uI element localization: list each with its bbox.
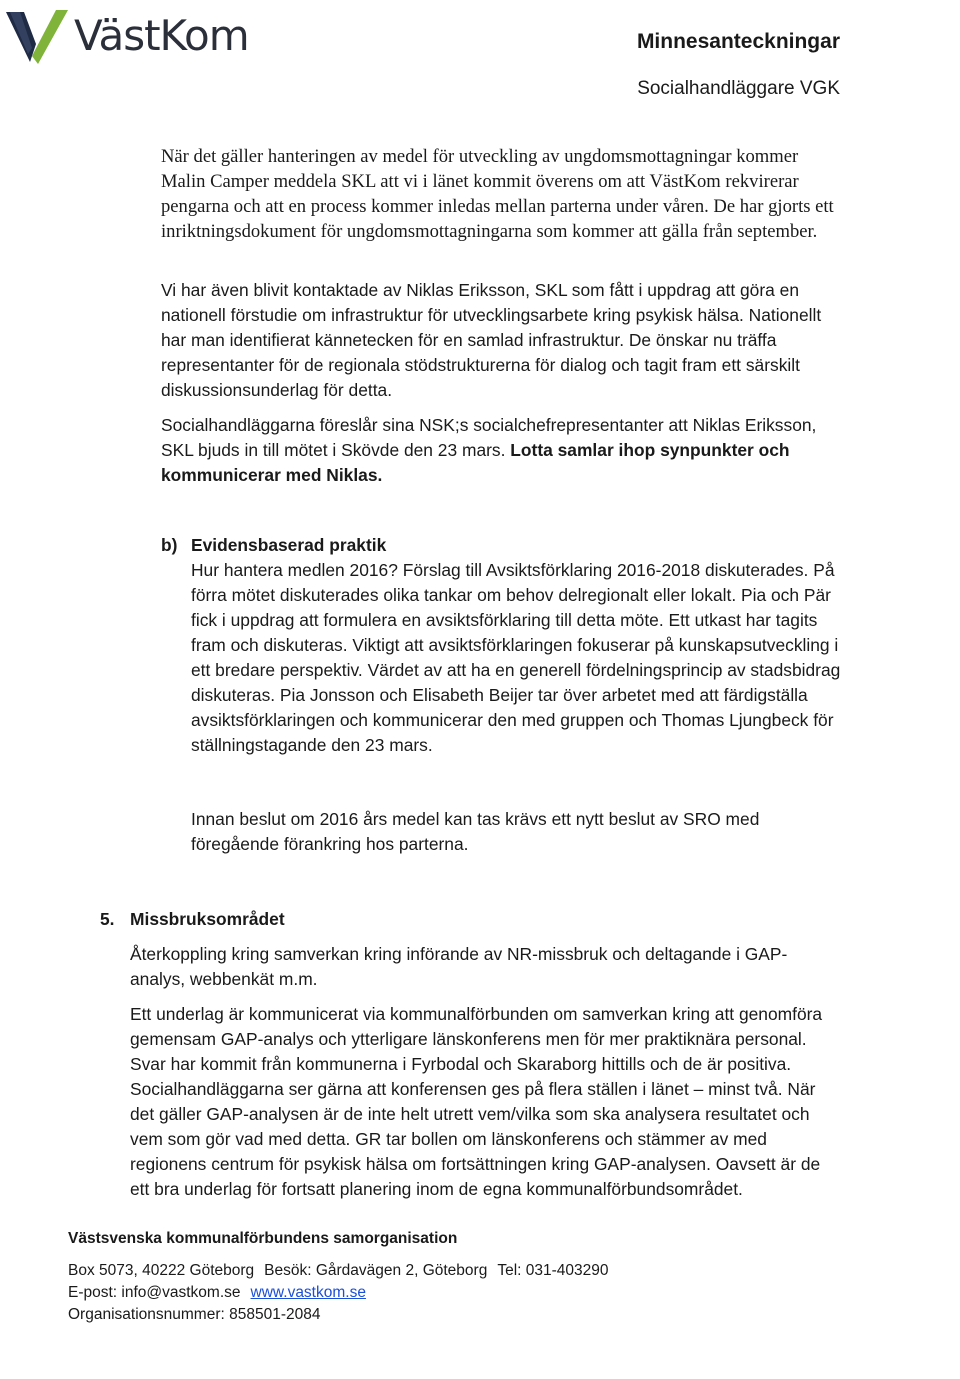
footer-orgnr: Organisationsnummer: 858501-2084 — [68, 1306, 321, 1323]
section-5-number: 5. — [100, 909, 115, 929]
document-subtitle: Socialhandläggare VGK — [637, 78, 840, 99]
section-5-paragraph-2: Ett underlag är kommunicerat via kommunalförbunden om samverkan kring att genomföra gemensam GAP-analys och ytterligare länskonferens men för mer praktiknära personal. Svar har kommit från kommunerna i Fyrbodal och Skaraborg hittills och de är positiva. Socialhandläggarna ser gärna att konferensen ges på flera ställen i länet – minst två. När det gäller GAP-analysen är de inte helt utrett vem/vilka som ska analysera resultatet och vem som gör vad med detta. GR tar bollen om länskonferens och stämmer av med regionens centrum för psykisk hälsa om fortsättningen kring GAP-analysen. Oavsett är de ett bra underlag för fortsatt planering inom de egna kommunalförbundsområdet. — [130, 1004, 823, 1199]
paragraph-ungdomsmottagningar: När det gäller hanteringen av medel för utveckling av ungdomsmottagningar kommer Malin Camper meddela SKL att vi i länet kommit överens om att VästKom rekvirerar pengarna och att en process kommer inledas mellan parterna under våren. De har gjorts ett inriktningsdokument för ungdomsmottagningarna som kommer att gälla från september. — [161, 146, 834, 242]
section-b-marker: b) — [161, 535, 178, 555]
footer-web-line — [68, 1282, 366, 1304]
section-b-title: Evidensbaserad praktik — [191, 535, 387, 555]
paragraph-niklas-eriksson: Vi har även blivit kontaktade av Niklas Eriksson, SKL som fått i uppdrag att göra en nationell förstudie om infrastruktur för utvecklingsarbete kring psykisk hälsa. Nationellt har man identifierat kännetecken för en samlad infrastruktur. De önskar nu träffa representanter för de regionala stödstrukturerna för dialog och tagit fram ett särskilt diskussionsunderlag för detta. — [161, 280, 822, 400]
section-b-paragraph-1: Hur hantera medlen 2016? Förslag till Avsiktsförklaring 2016-2018 diskuterades. På förra mötet diskuterades olika tankar om behov delregionalt eller lokalt. Pia och Pär fick i uppdrag att formulera en avsiktsförklaring till detta möte. Ett utkast har tagits fram och diskuteras. Viktigt att avsiktsförklaringen fokuserar på kunskapsutveckling i ett bredare perspektiv. Värdet av att ha en generell fördelningsprincip av stadsbidrag diskuteras. Pia Jonsson och Elisabeth Beijer tar över arbetet med att färdigställa avsiktsförklaringen och kommunicerar den med gruppen och Thomas Ljungbeck för ställningstagande den 23 mars. — [191, 560, 841, 755]
footer-email: E-post: info@vastkom.se — [68, 1284, 241, 1301]
footer-website-link[interactable]: www.vastkom.se — [250, 1284, 366, 1301]
section-5-paragraph-1: Återkoppling kring samverkan kring införande av NR-missbruk och deltagande i GAP-analys, webbenkät m.m. — [130, 944, 788, 989]
footer-visit-address: Besök: Gårdavägen 2, Göteborg — [264, 1262, 488, 1279]
footer-organisation: Västsvenska kommunalförbundens samorganisation — [68, 1230, 458, 1247]
vastkom-logo-mark-icon — [2, 4, 72, 66]
footer-contact-line — [68, 1260, 609, 1282]
vastkom-logo — [2, 4, 272, 66]
section-b-paragraph-2: Innan beslut om 2016 års medel kan tas krävs ett nytt beslut av SRO med föregående förankring hos parterna. — [191, 809, 760, 854]
footer-address: Box 5073, 40222 Göteborg — [68, 1262, 255, 1279]
section-5-title: Missbruksområdet — [130, 909, 285, 929]
paragraph-text: Socialhandläggarna föreslår sina NSK;s socialchefrepresentanter att Niklas Eriksson, SKL bjuds in till mötet i Skövde den 23 mars. — [161, 415, 817, 460]
paragraph-socialhandlaggarna-forslag — [161, 413, 841, 488]
document-title: Minnesanteckningar — [636, 30, 840, 53]
logo-wordmark: VästKom — [74, 11, 249, 60]
footer-phone: Tel: 031-403290 — [497, 1262, 609, 1279]
action-item: Lotta samlar ihop synpunkter och kommunicerar med Niklas. — [161, 440, 790, 485]
